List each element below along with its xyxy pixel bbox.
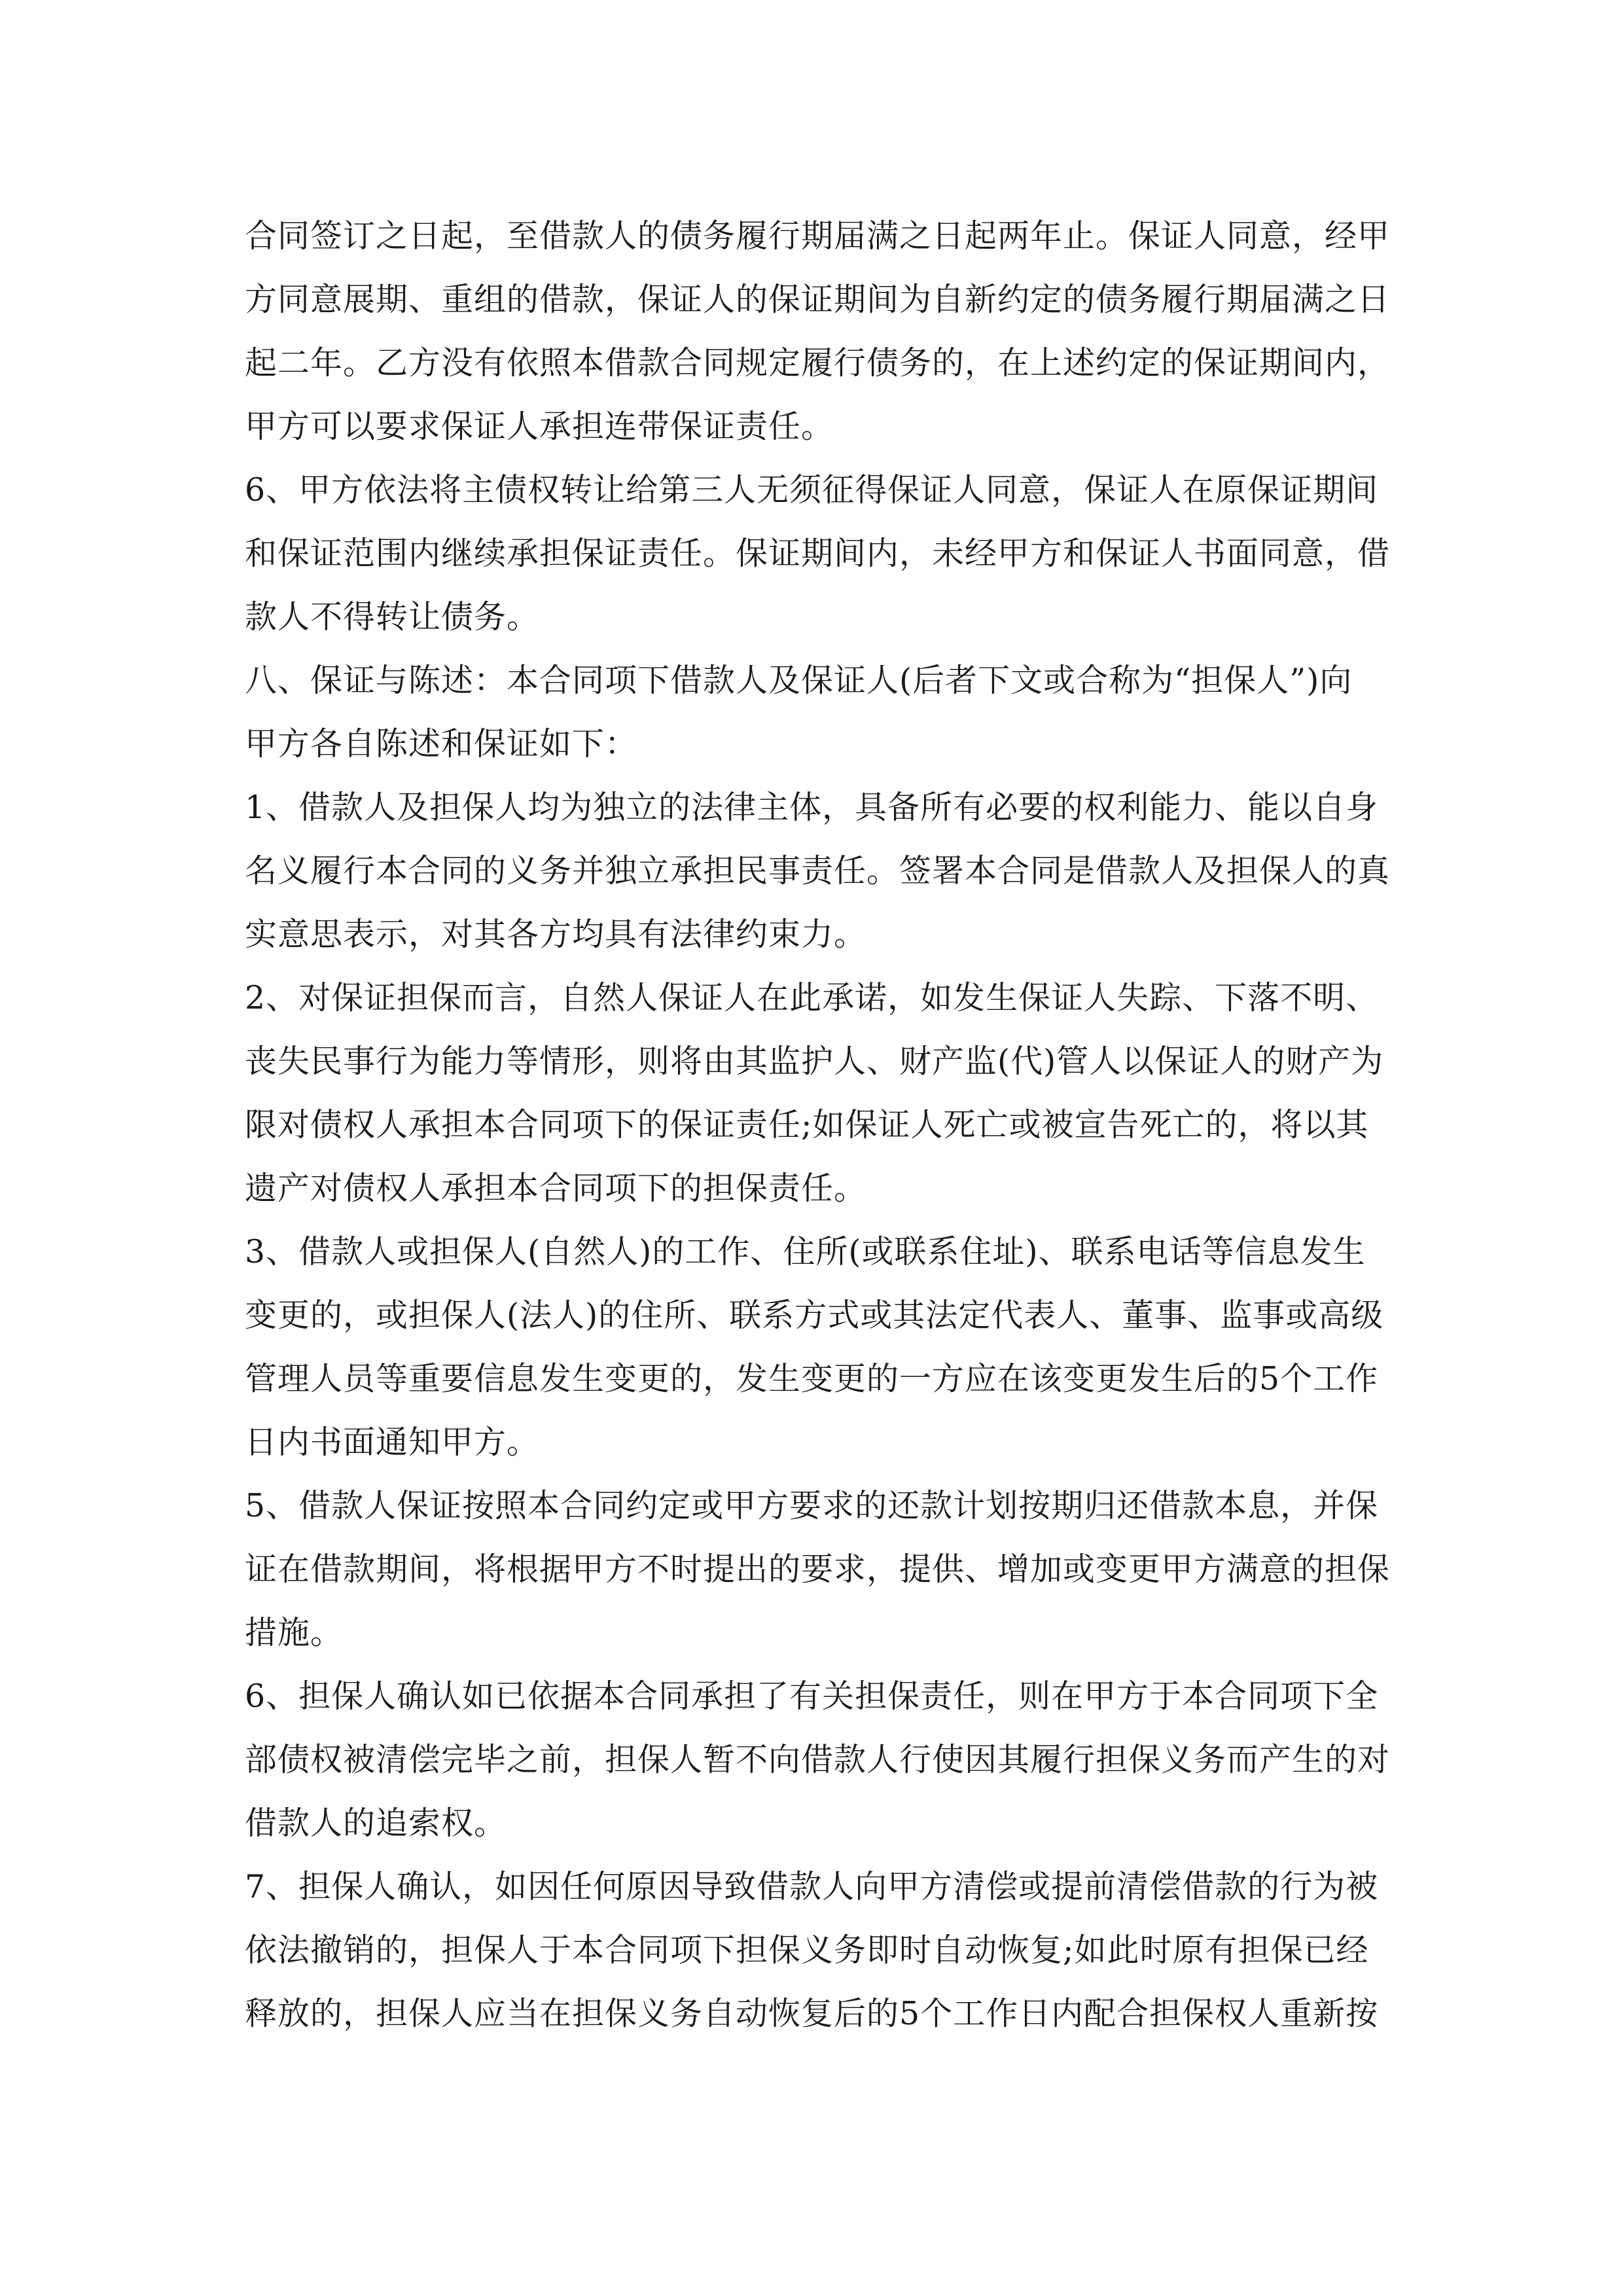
text-line: 甲方各自陈述和保证如下： (245, 725, 638, 762)
text-line: 丧失民事行为能力等情形，则将由其监护人、财产监(代)管人以保证人的财产为 (245, 1043, 1384, 1080)
text-line: 遗产对债权人承担本合同项下的担保责任。 (245, 1170, 867, 1207)
text-line: 管理人员等重要信息发生变更的，发生变更的一方应在该变更发生后的5个工作 (245, 1360, 1379, 1397)
text-line: 变更的，或担保人(法人)的住所、联系方式或其法定代表人、董事、监事或高级 (245, 1297, 1384, 1334)
text-line: 起二年。乙方没有依照本借款合同规定履行债务的，在上述约定的保证期间内， (245, 344, 1391, 382)
text-line: 和保证范围内继续承担保证责任。保证期间内，未经甲方和保证人书面同意，借 (245, 535, 1391, 572)
text-line: 日内书面通知甲方。 (245, 1424, 540, 1461)
text-line: 款人不得转让债务。 (245, 598, 540, 636)
text-line: 释放的，担保人应当在担保义务自动恢复后的5个工作日内配合担保权人重新按 (245, 1995, 1379, 2032)
text-line: 借款人的追索权。 (245, 1804, 507, 1842)
text-line: 方同意展期、重组的借款，保证人的保证期间为自新约定的债务履行期届满之日 (245, 281, 1391, 318)
text-line: 依法撤销的，担保人于本合同项下担保义务即时自动恢复;如此时原有担保已经 (245, 1931, 1369, 1969)
text-line: 6、担保人确认如已依据本合同承担了有关担保责任，则在甲方于本合同项下全 (245, 1677, 1379, 1715)
text-line: 限对债权人承担本合同项下的保证责任;如保证人死亡或被宣告死亡的，将以其 (245, 1106, 1369, 1143)
text-line: 5、借款人保证按照本合同约定或甲方要求的还款计划按期归还借款本息，并保 (245, 1487, 1379, 1524)
text-line: 合同签订之日起，至借款人的债务履行期届满之日起两年止。保证人同意，经甲 (245, 217, 1391, 255)
text-line: 7、担保人确认，如因任何原因导致借款人向甲方清偿或提前清偿借款的行为被 (245, 1868, 1379, 1905)
contract-text (245, 204, 1391, 2045)
text-line: 1、借款人及担保人均为独立的法律主体，具备所有必要的权利能力、能以自身 (245, 789, 1379, 826)
text-line: 甲方可以要求保证人承担连带保证责任。 (245, 408, 834, 445)
text-line: 八、保证与陈述：本合同项下借款人及保证人(后者下文或合称为“担保人”)向 (245, 662, 1353, 699)
text-line: 证在借款期间，将根据甲方不时提出的要求，提供、增加或变更甲方满意的担保 (245, 1551, 1391, 1588)
text-line: 措施。 (245, 1614, 344, 1651)
text-line: 名义履行本合同的义务并独立承担民事责任。签署本合同是借款人及担保人的真 (245, 852, 1391, 889)
text-line: 实意思表示，对其各方均具有法律约束力。 (245, 916, 867, 953)
text-line: 6、甲方依法将主债权转让给第三人无须征得保证人同意，保证人在原保证期间 (245, 471, 1379, 509)
text-line: 2、对保证担保而言，自然人保证人在此承诺，如发生保证人失踪、下落不明、 (245, 979, 1379, 1016)
text-line: 3、借款人或担保人(自然人)的工作、住所(或联系住址)、联系电话等信息发生 (245, 1233, 1366, 1270)
text-line: 部债权被清偿完毕之前，担保人暂不向借款人行使因其履行担保义务而产生的对 (245, 1741, 1391, 1778)
